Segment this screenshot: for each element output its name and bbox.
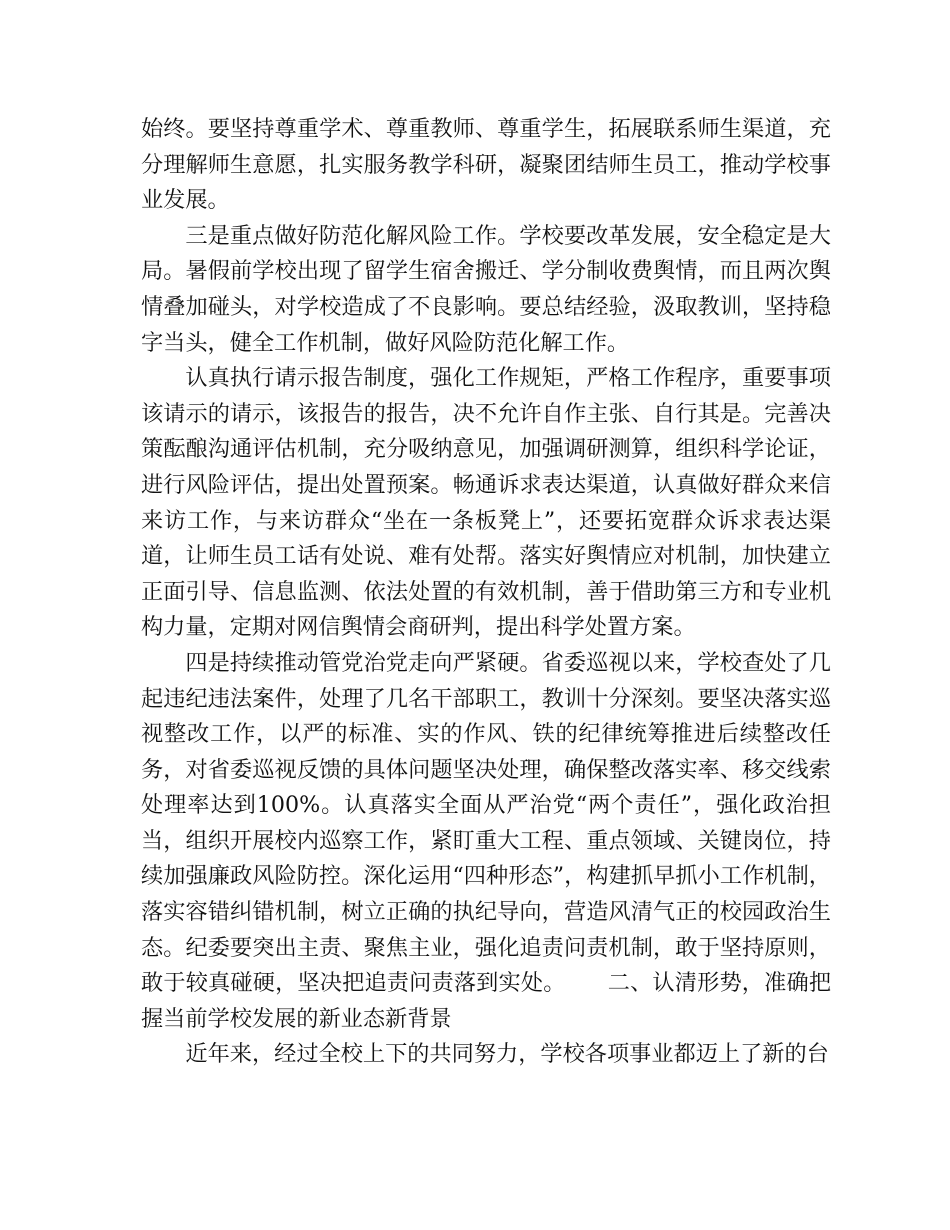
paragraph-text: 四是持续推动管党治党走向严紧硬。省委巡视以来，学校查处了几起违纪违法案件，处理了几名干部职工，教训十分深刻。要坚决落实巡视整改工作，以严的标准、实的作风、铁的纪律统筹推进后续整改任务，对省委巡视反馈的具体问题坚决处理，确保整改落实率、移交线索处理率达到100%。认真落实全面从严治党“两个责任”，强化政治担当，组织开展校内巡察工作，紧盯重大工程、重点领域、关键岗位，持续加强廉政风险防控。深化运用“四种形态”，构建抓早抓小工作机制，落实容错纠错机制，树立正确的执纪导向，营造风清气正的校园政治生态。纪委要突出主责、聚焦主业，强化追责问责机制，敢于坚持原则，敢于较真碰硬，坚决把追责问责落到实处。 bbox=[141, 649, 831, 997]
paragraph-text: 近年来，经过全校上下的共同努力，学校各项事业都迈上了新的台 bbox=[185, 1041, 829, 1068]
document-body bbox=[141, 112, 831, 1073]
section-heading: 二、认清形势，准确把握当前学校发展的新业态新背景 bbox=[141, 970, 832, 1032]
paragraph-text: 认真执行请示报告制度，强化工作规矩，严格工作程序，重要事项该请示的请示，该报告的报告，决不允许自作主张、自行其是。完善决策酝酿沟通评估机制，充分吸纳意见，加强调研测算，组织科学论证，进行风险评估，提出处置预案。畅通诉求表达渠道，认真做好群众来信来访工作，与来访群众“坐在一条板凳上”，还要拓宽群众诉求表达渠道，让师生员工话有处说、难有处帮。落实好舆情应对机制，加快建立正面引导、信息监测、依法处置的有效机制，善于借助第三方和专业机构力量，定期对网信舆情会商研判，提出科学处置方案。 bbox=[141, 365, 831, 641]
paragraph-text: 三是重点做好防范化解风险工作。学校要改革发展，安全稳定是大局。暑假前学校出现了留学生宿舍搬迁、学分制收费舆情，而且两次舆情叠加碰头，对学校造成了不良影响。要总结经验，汲取教训，坚持稳字当头，健全工作机制，做好风险防范化解工作。 bbox=[141, 222, 831, 356]
paragraph-party-discipline bbox=[141, 646, 831, 1038]
paragraph-text: 始终。要坚持尊重学术、尊重教师、尊重学生，拓展联系师生渠道，充分理解师生意愿，扎实服务教学科研，凝聚团结师生员工，推动学校事业发展。 bbox=[141, 116, 831, 214]
paragraph-reporting-system bbox=[141, 361, 831, 646]
paragraph-continuation bbox=[141, 112, 831, 219]
paragraph-recent-years bbox=[141, 1037, 831, 1073]
paragraph-risk-prevention bbox=[141, 219, 831, 361]
